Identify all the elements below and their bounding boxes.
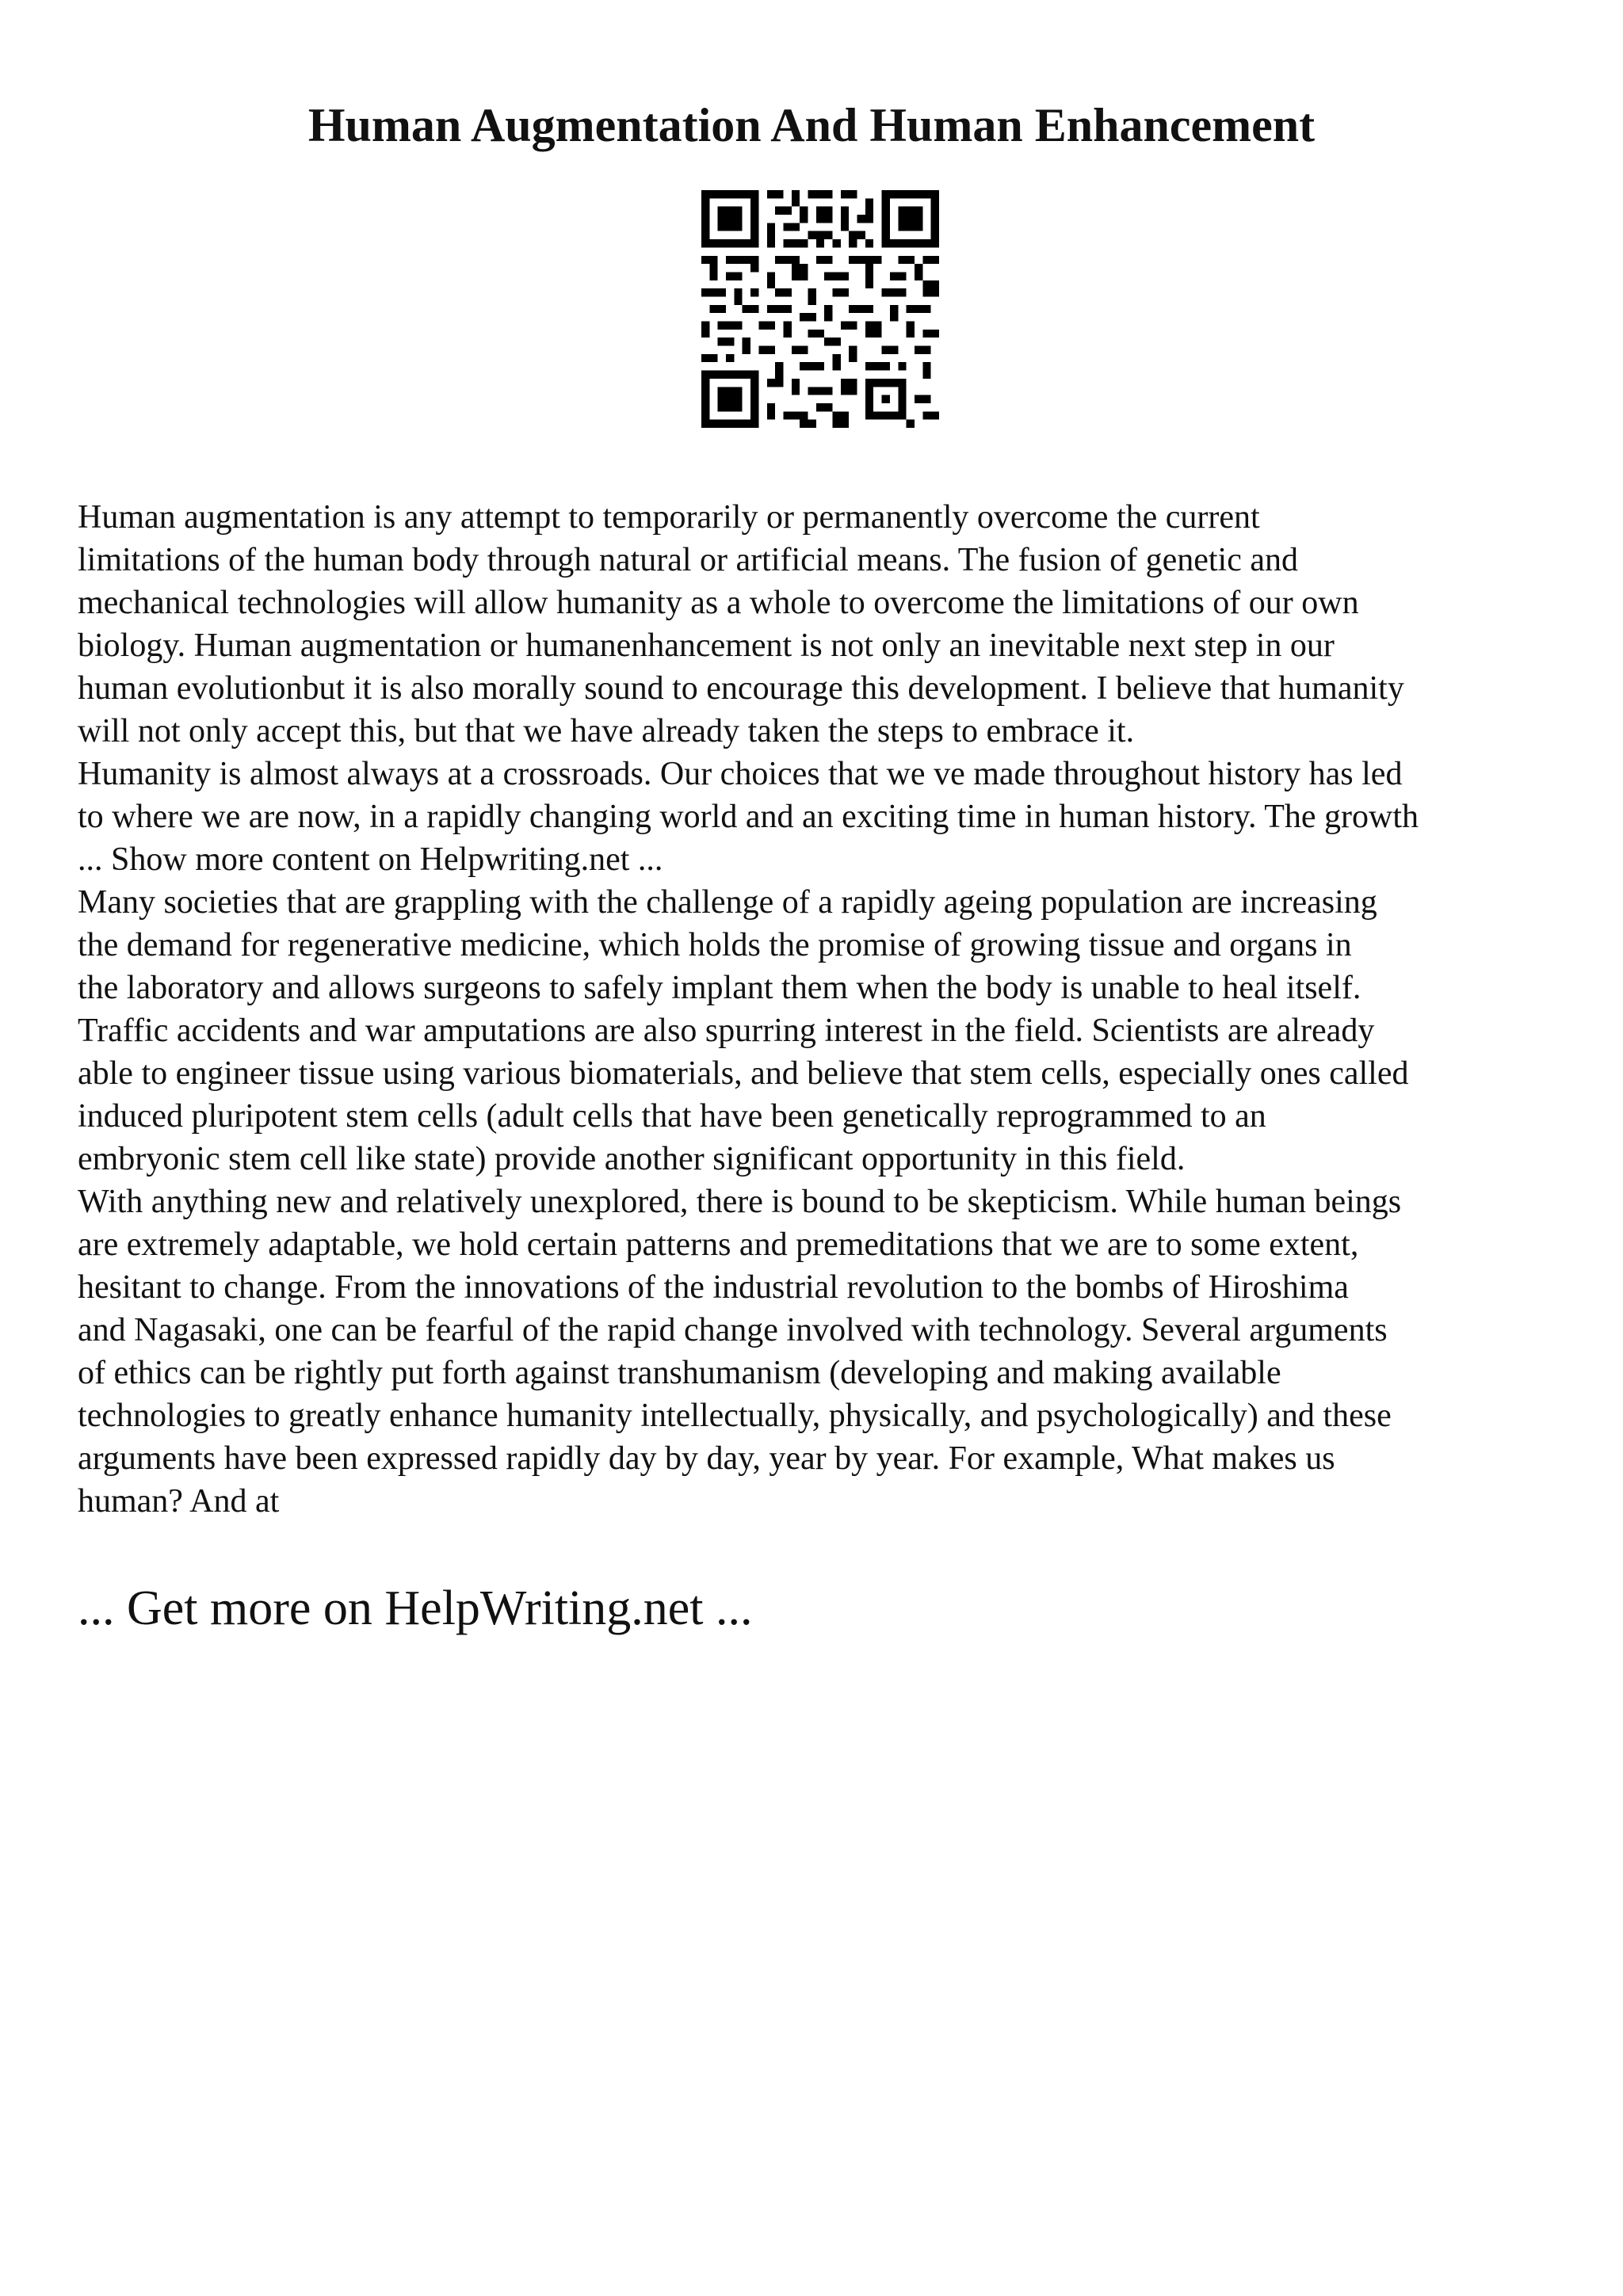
show-more-link[interactable]: ... Show more content on Helpwriting.net ... bbox=[78, 841, 663, 878]
document-body bbox=[78, 496, 1583, 1523]
text-line: With anything new and relatively unexplored, there is bound to be skepticism. While human beings bbox=[78, 1184, 1402, 1220]
text-line: will not only accept this, but that we have already taken the steps to embrace it. bbox=[78, 713, 1135, 749]
text-line: technologies to greatly enhance humanity intellectually, physically, and psychologically) and these bbox=[78, 1398, 1392, 1434]
text-line: embryonic stem cell like state) provide another significant opportunity in this field. bbox=[78, 1141, 1186, 1177]
text-line: the demand for regenerative medicine, which holds the promise of growing tissue and organs in bbox=[78, 927, 1352, 963]
text-line: human? And at bbox=[78, 1483, 280, 1520]
text-line: the laboratory and allows surgeons to safely implant them when the body is unable to heal itself. bbox=[78, 970, 1361, 1006]
qr-code-icon[interactable] bbox=[701, 190, 939, 428]
document-title: Human Augmentation And Human Enhancement bbox=[307, 99, 1316, 151]
text-line: of ethics can be rightly put forth against transhumanism (developing and making available bbox=[78, 1355, 1281, 1391]
text-line: and Nagasaki, one can be fearful of the rapid change involved with technology. Several arguments bbox=[78, 1312, 1388, 1348]
text-line: arguments have been expressed rapidly day by day, year by year. For example, What makes us bbox=[78, 1440, 1335, 1477]
text-line: Humanity is almost always at a crossroads. Our choices that we ve made throughout history has led bbox=[78, 756, 1403, 792]
text-line: limitations of the human body through natural or artificial means. The fusion of genetic and bbox=[78, 542, 1298, 578]
text-line: hesitant to change. From the innovations of the industrial revolution to the bombs of Hiroshima bbox=[78, 1269, 1349, 1306]
text-line: Human augmentation is any attempt to temporarily or permanently overcome the current bbox=[78, 499, 1260, 536]
text-line: are extremely adaptable, we hold certain patterns and premeditations that we are to some extent, bbox=[78, 1226, 1359, 1263]
text-line: to where we are now, in a rapidly changing world and an exciting time in human history. The growth bbox=[78, 799, 1419, 835]
text-line: induced pluripotent stem cells (adult cells that have been genetically reprogrammed to an bbox=[78, 1098, 1266, 1135]
text-line: human evolutionbut it is also morally sound to encourage this development. I believe that humanity bbox=[78, 670, 1404, 707]
text-line: able to engineer tissue using various biomaterials, and believe that stem cells, especially ones called bbox=[78, 1055, 1409, 1092]
text-line: biology. Human augmentation or humanenhancement is not only an inevitable next step in our bbox=[78, 627, 1335, 664]
text-line: mechanical technologies will allow humanity as a whole to overcome the limitations of our own bbox=[78, 585, 1359, 621]
get-more-link[interactable]: ... Get more on HelpWriting.net ... bbox=[78, 1581, 753, 1635]
text-line: Traffic accidents and war amputations are also spurring interest in the field. Scientists are already bbox=[78, 1013, 1375, 1049]
text-line: Many societies that are grappling with the challenge of a rapidly ageing population are increasing bbox=[78, 884, 1377, 921]
